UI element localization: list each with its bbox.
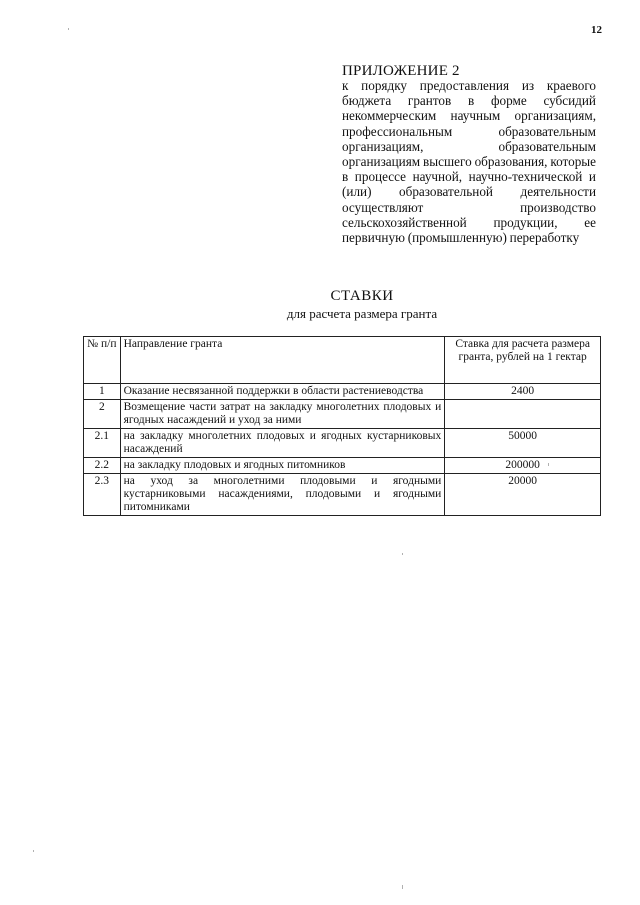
row-rate: 200000 (445, 458, 601, 474)
row-number: 2.2 (84, 458, 121, 474)
scan-speck (548, 463, 549, 466)
annex-title: ПРИЛОЖЕНИЕ 2 (342, 63, 460, 79)
scan-speck (33, 850, 34, 852)
row-direction: на уход за многолетними плодовыми и ягодными кустарниковыми насаждениями, плодовыми и ягодными питомниками (120, 474, 445, 516)
page-number: 12 (591, 24, 602, 36)
table-row (84, 384, 601, 400)
table-row (84, 458, 601, 474)
table-row (84, 474, 601, 516)
header-rate: Ставка для расчета размера гранта, рублей на 1 гектар (445, 337, 601, 384)
row-direction: Оказание несвязанной поддержки в области растениеводства (120, 384, 445, 400)
row-number: 1 (84, 384, 121, 400)
header-direction: Направление гранта (120, 337, 445, 384)
header-number: № п/п (84, 337, 121, 384)
table-row (84, 400, 601, 429)
row-rate: 2400 (445, 384, 601, 400)
row-rate: 20000 (445, 474, 601, 516)
row-rate: 50000 (445, 429, 601, 458)
rates-table (83, 336, 601, 516)
annex-description: к порядку предоставления из краевого бюджета грантов в форме субсидий некоммерческим научным организациям, профессиональным образовательным организациям, образовательным организациям высшего образования, которые в процессе научной, научно-технической и (или) образовательной деятельности осуществляют производство сельскохозяйственной продукции, ее первичную (промышленную) переработку (342, 78, 596, 246)
row-direction: Возмещение части затрат на закладку многолетних плодовых и ягодных насаждений и уход за ними (120, 400, 445, 429)
row-direction: на закладку плодовых и ягодных питомников (120, 458, 445, 474)
document-subtitle: для расчета размера гранта (286, 306, 438, 321)
row-direction: на закладку многолетних плодовых и ягодных кустарниковых насаждений (120, 429, 445, 458)
scan-speck (402, 885, 403, 889)
table-row (84, 429, 601, 458)
scan-speck (68, 28, 69, 30)
row-number: 2 (84, 400, 121, 429)
row-number: 2.1 (84, 429, 121, 458)
scan-speck (402, 553, 403, 555)
table-header-row (84, 337, 601, 384)
row-rate (445, 400, 601, 429)
row-number: 2.3 (84, 474, 121, 516)
document-title: СТАВКИ (330, 288, 394, 304)
